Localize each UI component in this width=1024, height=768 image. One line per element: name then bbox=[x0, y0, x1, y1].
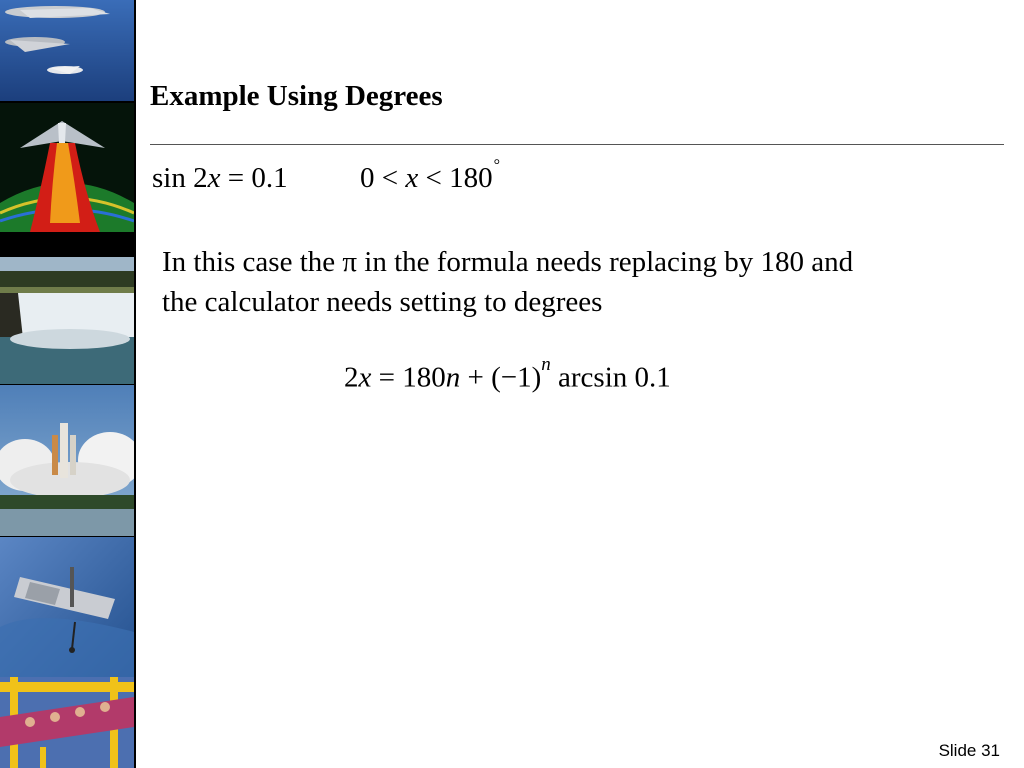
jet-engine-photo bbox=[0, 103, 134, 232]
general-solution-equation bbox=[344, 354, 671, 395]
range-var: x bbox=[405, 162, 419, 194]
equation-sin-rhs: = 0.1 bbox=[220, 162, 288, 194]
eq2-lhs-var: x bbox=[358, 361, 372, 394]
equation-sin-fn: sin 2 bbox=[152, 162, 208, 194]
eq2-n-var: n bbox=[445, 361, 461, 394]
equation-sin bbox=[152, 162, 288, 195]
equation-sin-var: x bbox=[207, 162, 221, 194]
aircraft-photo bbox=[0, 0, 134, 101]
range-right: < 180 bbox=[418, 162, 493, 194]
eq2-exponent: n bbox=[541, 354, 551, 375]
range-left: 0 < bbox=[360, 162, 406, 194]
explanation-text: In this case the π in the formula needs replacing by 180 and the calculator needs setting to degrees bbox=[162, 246, 854, 318]
photo-sidebar bbox=[0, 0, 136, 768]
eq2-lhs-num: 2 bbox=[344, 361, 359, 394]
slide-title: Example Using Degrees bbox=[150, 80, 443, 112]
waterfall-photo bbox=[0, 257, 134, 384]
domain-range bbox=[360, 157, 500, 195]
shuttle-launch-photo bbox=[0, 385, 134, 536]
degree-symbol: ° bbox=[493, 157, 500, 175]
slide-number: Slide 31 bbox=[938, 741, 1000, 760]
eq2-tail: arcsin 0.1 bbox=[550, 361, 671, 394]
title-divider bbox=[150, 144, 1004, 145]
space-telescope-photo bbox=[0, 537, 134, 677]
eq2-plus: + (−1) bbox=[460, 361, 542, 394]
eq2-mid: = 180 bbox=[371, 361, 446, 394]
rollercoaster-photo bbox=[0, 677, 134, 768]
